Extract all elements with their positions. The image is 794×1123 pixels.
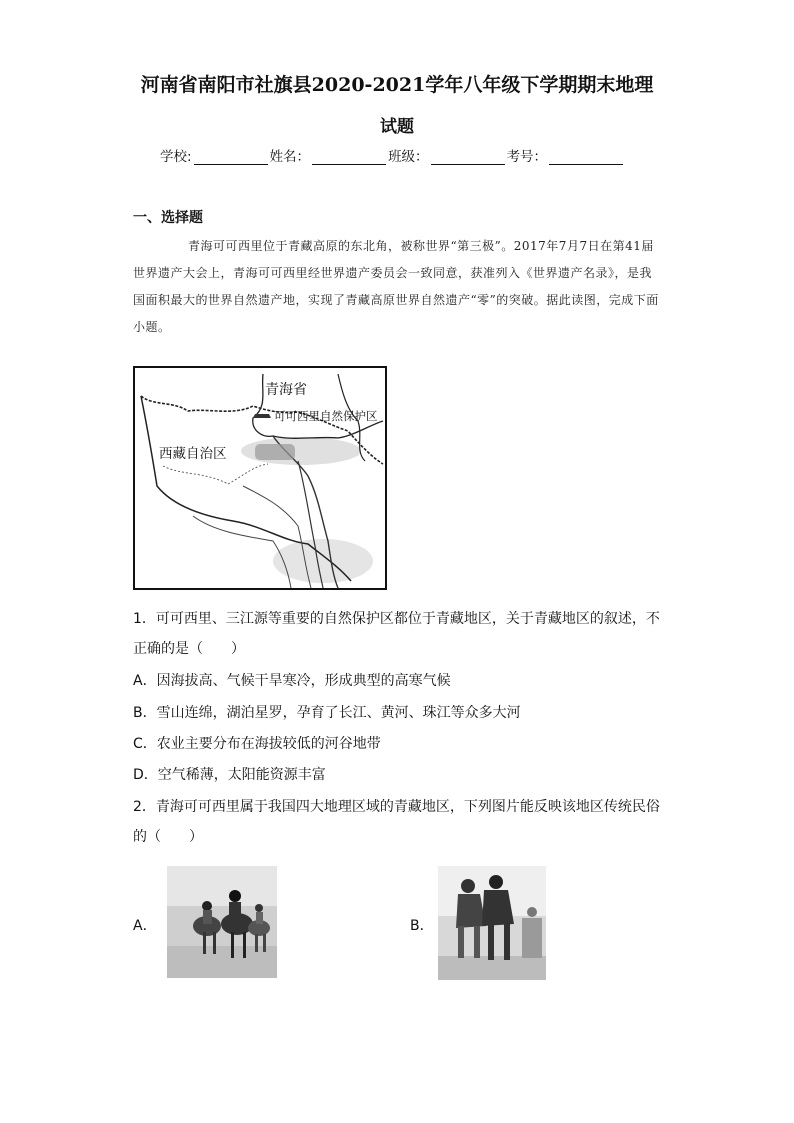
document-title: 河南省南阳市社旗县2020-2021学年八年级下学期期末地理: [140, 74, 654, 96]
exam-number-field: [507, 145, 624, 165]
map-label-tibet: 西藏自治区: [159, 446, 227, 462]
question-1-stem: 1．可可西里、三江源等重要的自然保护区都位于青藏地区，关于青藏地区的叙述，不正确的是（ ）: [133, 611, 660, 657]
question-2-option-a[interactable]: A．: [133, 918, 157, 934]
name-field: [270, 145, 387, 165]
question-1-option-d[interactable]: D．空气稀薄，太阳能资源丰富: [133, 767, 326, 783]
question-2-stem: 2．青海可可西里属于我国四大地理区域的青藏地区，下列图片能反映该地区传统民俗的（ ）: [133, 799, 660, 845]
map-figure: [133, 366, 387, 590]
school-blank[interactable]: [194, 150, 268, 165]
school-field: [160, 145, 268, 165]
horse-riding-photo[interactable]: [167, 866, 277, 982]
school-label: 学校:: [160, 149, 192, 165]
class-label: 班级：: [388, 149, 429, 165]
map-label-qinghai: 青海省: [265, 382, 307, 398]
reading-passage: 青海可可西里位于青藏高原的东北角，被称世界“第三极”。2017年7月7日在第41届世界遗产大会上，青海可可西里经世界遗产委员会一致同意，获准列入《世界遗产名录》，是我国面积最大的世界自然遗产地，实现了青藏高原世界自然遗产“零”的突破。据此读图，完成下面小题。: [133, 239, 659, 334]
map-label-reserve: 可可西里自然保护区: [274, 409, 378, 423]
wrestlers-image: [438, 866, 546, 980]
question-1-option-a[interactable]: A．因海拔高、气候干旱寒冷，形成典型的高寒气候: [133, 673, 451, 689]
exam-number-blank[interactable]: [549, 150, 623, 165]
class-field: [388, 145, 505, 165]
wrestling-photo[interactable]: [438, 866, 546, 984]
class-blank[interactable]: [431, 150, 505, 165]
name-label: 姓名：: [269, 149, 311, 165]
question-1-option-c[interactable]: C．农业主要分布在海拔较低的河谷地带: [133, 736, 381, 752]
document-title-line2: 试题: [380, 117, 414, 137]
qinghai-tibet-map: [133, 366, 387, 590]
section-title: 一、选择题: [133, 210, 203, 226]
question-2-option-b[interactable]: B．: [410, 918, 434, 934]
exam-number-label: 考号：: [506, 149, 548, 165]
horse-riders-image: [167, 866, 277, 978]
name-blank[interactable]: [312, 150, 386, 165]
student-info-line: [160, 145, 625, 165]
question-1-option-b[interactable]: B．雪山连绵，湖泊星罗，孕育了长江、黄河、珠江等众多大河: [133, 705, 521, 721]
